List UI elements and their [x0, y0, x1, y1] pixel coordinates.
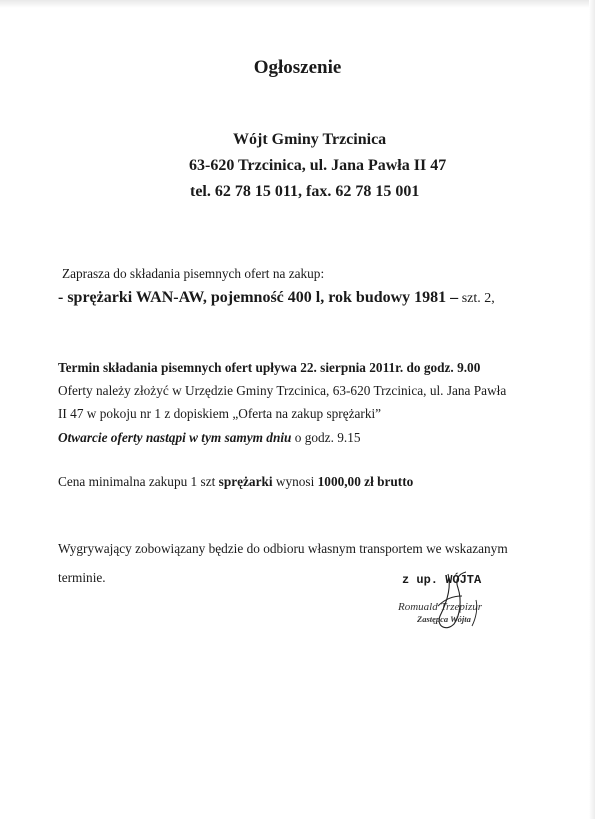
price-amount: 1000,00 zł brutto	[317, 474, 414, 489]
price-item: sprężarki	[218, 474, 273, 489]
opening-emphasis: Otwarcie oferty nastąpi w tym samym dniu	[58, 430, 292, 445]
opening-time: o godz. 9.15	[291, 430, 361, 445]
invite-intro: Zaprasza do składania pisemnych ofert na zakup:	[62, 266, 325, 281]
winner-line-1: Wygrywający zobowiązany będzie do odbioru własnym transportem we wskazanym	[58, 541, 508, 556]
offer-item-description: - sprężarki WAN-AW, pojemność 400 l, rok budowy 1981 –	[58, 289, 459, 306]
signature-authority: z up. WÓJTA	[402, 573, 482, 587]
winner-line-2: terminie.	[58, 570, 106, 585]
offer-item-quantity: szt. 2,	[458, 291, 495, 306]
price-prefix: Cena minimalna zakupu 1 szt	[58, 474, 219, 489]
signature-stamp-name: Romuald Trzepizur	[398, 601, 483, 613]
signature-stamp-role: Zastępca Wójta	[417, 614, 471, 624]
issuer-contact: tel. 62 78 15 011, fax. 62 78 15 001	[190, 183, 420, 200]
document-title: Ogłoszenie	[253, 57, 342, 78]
submission-line-1: Oferty należy złożyć w Urzędzie Gminy Trzcinica, 63-620 Trzcinica, ul. Jana Pawła	[58, 383, 507, 398]
deadline-text: Termin składania pisemnych ofert upływa 22. sierpnia 2011r. do godz. 9.00	[58, 360, 481, 375]
price-middle: wynosi	[272, 474, 318, 489]
submission-line-2: II 47 w pokoju nr 1 z dopiskiem „Oferta na zakup sprężarki”	[58, 406, 382, 421]
issuer-name: Wójt Gminy Trzcinica	[233, 131, 387, 148]
issuer-address: 63-620 Trzcinica, ul. Jana Pawła II 47	[189, 157, 447, 174]
